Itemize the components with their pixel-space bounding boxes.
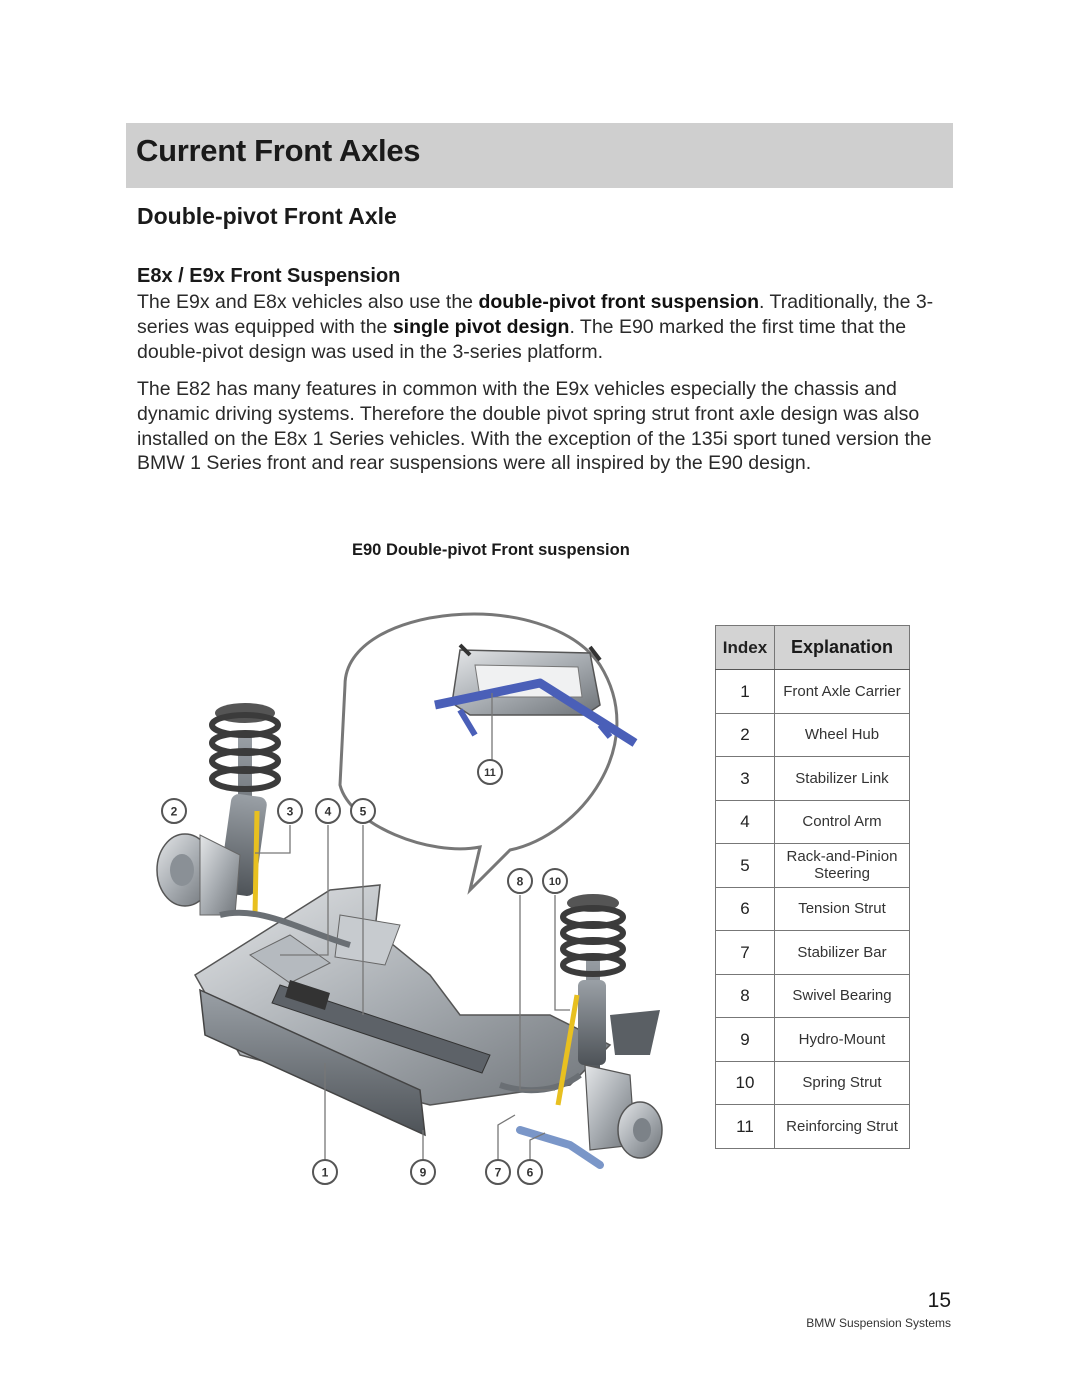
- legend-explanation: Stabilizer Bar: [775, 931, 910, 975]
- table-row: [716, 887, 910, 931]
- legend-header-index: Index: [716, 626, 775, 670]
- callout-10: [543, 869, 567, 893]
- table-row: [716, 844, 910, 888]
- legend-explanation: Wheel Hub: [775, 713, 910, 757]
- legend-index: 5: [716, 844, 775, 888]
- legend-index: 7: [716, 931, 775, 975]
- legend-index: 1: [716, 670, 775, 714]
- callout-5-label: 5: [359, 804, 367, 819]
- callout-10-label: 10: [548, 876, 562, 888]
- legend-index: 10: [716, 1061, 775, 1105]
- document-footer-title: BMW Suspension Systems: [806, 1316, 951, 1330]
- legend-index: 4: [716, 800, 775, 844]
- legend-index: 6: [716, 887, 775, 931]
- legend-explanation: Hydro-Mount: [775, 1018, 910, 1062]
- paragraph-e82: The E82 has many features in common with the E9x vehicles especially the chassis and dynamic driving systems. Therefore the double pivot spring strut front axle design was also installed on the E8x 1 Series vehicles. With the exception of the 135i sport tuned version the BMW 1 Series front and rear suspensions were all inspired by the E90 design.: [137, 378, 932, 475]
- callout-4-label: 4: [324, 804, 332, 819]
- legend-index: 2: [716, 713, 775, 757]
- legend-explanation: Swivel Bearing: [775, 974, 910, 1018]
- legend-table: [715, 625, 910, 1149]
- right-wheel-hub: [585, 1065, 662, 1158]
- callout-6-label: 6: [526, 1165, 534, 1180]
- page-number: 15: [927, 1289, 951, 1312]
- table-row: [716, 800, 910, 844]
- table-row: [716, 974, 910, 1018]
- table-row: [716, 1018, 910, 1062]
- table-row: [716, 931, 910, 975]
- callout-11-label: 11: [484, 767, 496, 779]
- callout-9: [411, 1160, 435, 1184]
- callout-3-label: 3: [286, 804, 294, 819]
- callout-9-label: 9: [419, 1165, 427, 1180]
- legend-explanation: Spring Strut: [775, 1061, 910, 1105]
- callout-11: [478, 760, 502, 784]
- paragraph-text: . Traditionally, the 3-series was equipped with the: [137, 291, 934, 338]
- legend-index: 8: [716, 974, 775, 1018]
- paragraph-text: The E9x and E8x vehicles also use the: [137, 291, 479, 313]
- legend-explanation: Reinforcing Strut: [775, 1105, 910, 1149]
- callout-1: [313, 1160, 337, 1184]
- table-row: [716, 1105, 910, 1149]
- legend-header-explanation: Explanation: [775, 626, 910, 670]
- callout-6: [518, 1160, 542, 1184]
- legend-explanation: Front Axle Carrier: [775, 670, 910, 714]
- stabilizer-link-left: [255, 811, 257, 915]
- front-axle-carrier: [195, 885, 610, 1135]
- callout-8-label: 8: [516, 874, 524, 889]
- subheading: E8x / E9x Front Suspension: [137, 265, 401, 287]
- callout-8: [508, 869, 532, 893]
- legend-explanation: Tension Strut: [775, 887, 910, 931]
- callout-2: [162, 799, 186, 823]
- paragraph-text: . The E90 marked the first time that the double-pivot design was used in the 3-series platform.: [137, 315, 907, 363]
- callout-5: [351, 799, 375, 823]
- table-row: [716, 670, 910, 714]
- callout-3: [278, 799, 302, 823]
- legend-explanation: Stabilizer Link: [775, 757, 910, 801]
- legend-explanation: Rack-and-Pinion Steering: [775, 844, 910, 888]
- callout-2-label: 2: [170, 804, 178, 819]
- callout-1-label: 1: [321, 1165, 329, 1180]
- section-title: Current Front Axles: [136, 133, 421, 168]
- figure-caption: E90 Double-pivot Front suspension: [352, 541, 630, 559]
- subsection-title: Double-pivot Front Axle: [137, 203, 397, 229]
- legend-index: 11: [716, 1105, 775, 1149]
- suspension-illustration: [130, 585, 690, 1195]
- table-row: [716, 713, 910, 757]
- bold-term: double-pivot front suspension: [478, 291, 760, 313]
- callout-4: [316, 799, 340, 823]
- legend-index: 3: [716, 757, 775, 801]
- callout-7-label: 7: [494, 1165, 502, 1180]
- callout-7: [486, 1160, 510, 1184]
- paragraph-intro: [137, 290, 952, 364]
- table-row: [716, 757, 910, 801]
- legend-header-row: [716, 626, 910, 670]
- bold-term: single pivot design: [392, 315, 570, 338]
- legend-index: 9: [716, 1018, 775, 1062]
- legend-explanation: Control Arm: [775, 800, 910, 844]
- table-row: [716, 1061, 910, 1105]
